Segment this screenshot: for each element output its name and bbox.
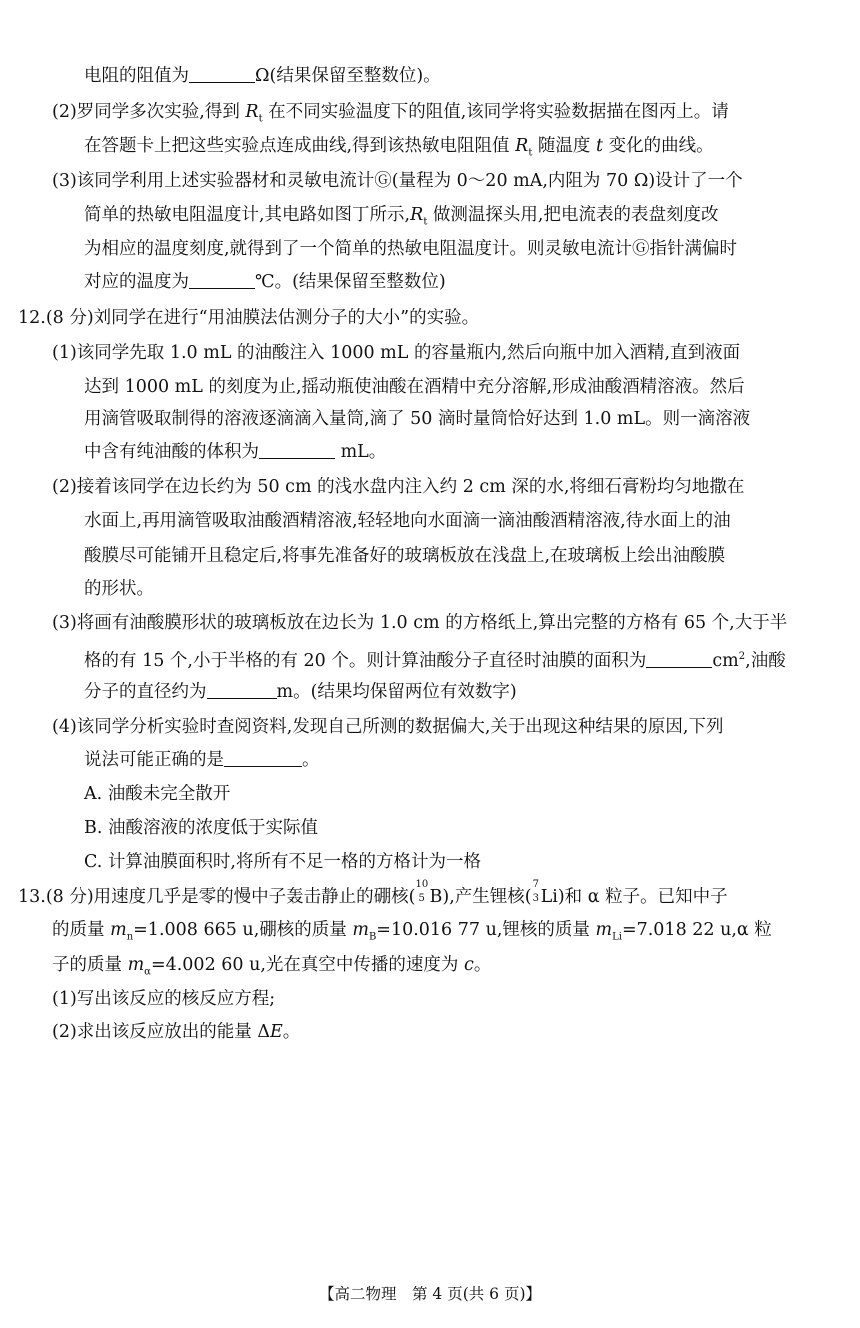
boron-nuclide-indices (415, 879, 430, 905)
text: C. 计算油膜面积时,将所有不足一格的方格计为一格 (84, 852, 481, 872)
symbol-m: m (127, 955, 145, 975)
q12-part3-line1 (52, 608, 787, 638)
text: (1)该同学先取 1.0 mL 的油酸注入 1000 mL 的容量瓶内,然后向瓶中加入酒精,直到液面 (52, 343, 741, 363)
q12-option-a (84, 779, 230, 809)
q12-heading (18, 303, 479, 333)
q11-part3-line1 (52, 166, 743, 196)
symbol-r: R (410, 205, 424, 225)
q11-part3-line4 (84, 267, 446, 297)
text: 分子的直径约为 (84, 682, 207, 702)
symbol-m: m (110, 920, 127, 940)
text: 12.(8 分)刘同学在进行“用油膜法估测分子的大小”的实验。 (18, 308, 480, 328)
q13-part1 (52, 984, 275, 1014)
q11-continuation-line (84, 61, 441, 91)
subscript: Li (612, 931, 622, 943)
text: m。(结果均保留两位有效数字) (276, 682, 517, 702)
answer-blank[interactable] (207, 678, 277, 699)
text: (2)接着该同学在边长约为 50 cm 的浅水盘内注入约 2 cm 深的水,将细石膏粉均匀地撒在 (52, 477, 745, 497)
text: 。 (473, 955, 492, 975)
text: ),产生锂核( (442, 887, 532, 907)
text: 为相应的温度刻度,就得到了一个简单的热敏电阻温度计。则灵敏电流计Ⓖ指针满偏时 (84, 239, 738, 259)
text: (4)该同学分析实验时查阅资料,发现自己所测的数据偏大,关于出现这种结果的原因,下列 (52, 717, 724, 737)
atomic-number: 3 (532, 893, 539, 904)
text: 在不同实验温度下的阻值,该同学将实验数据描在图丙上。请 (262, 102, 729, 122)
text: (3)该同学利用上述实验器材和灵敏电流计Ⓖ(量程为 0～20 mA,内阻为 70 Ω)设计了一个 (52, 171, 743, 191)
subscript: B (368, 931, 377, 943)
q12-part2-line3 (84, 541, 725, 571)
answer-blank[interactable] (189, 268, 255, 289)
atomic-number: 5 (418, 893, 425, 904)
text: (2)罗同学多次实验,得到 (52, 102, 246, 122)
text: =1.008 665 u,硼核的质量 (133, 920, 353, 940)
text: =10.016 77 u,锂核的质量 (376, 920, 596, 940)
text: 水面上,再用滴管吸取油酸酒精溶液,轻轻地向水面滴一滴油酸酒精溶液,待水面上的油 (84, 511, 731, 531)
text: Ω(结果保留至整数位)。 (255, 66, 441, 86)
q13-part2 (52, 1017, 300, 1047)
text: 中含有纯油酸的体积为 (84, 442, 259, 462)
text: cm (712, 650, 739, 671)
text: 电阻的阻值为 (84, 66, 189, 86)
element-symbol: B (429, 887, 443, 907)
q12-option-b (84, 813, 318, 843)
text: 。 (302, 750, 320, 770)
subscript-t: t (423, 216, 428, 228)
text: 简单的热敏电阻温度计,其电路如图丁所示, (84, 205, 411, 225)
q12-part1-line4 (84, 437, 386, 467)
text: 的质量 (52, 920, 111, 940)
text: 13.(8 分)用速度几乎是零的慢中子轰击静止的硼核( (18, 887, 416, 907)
answer-blank[interactable] (646, 647, 712, 668)
subscript-t: t (528, 147, 533, 159)
text: (1)写出该反应的核反应方程; (52, 989, 276, 1009)
element-symbol: Li (540, 887, 558, 907)
q12-part1-line2 (84, 372, 745, 402)
text: A. 油酸未完全散开 (84, 784, 231, 804)
text: 子的质量 (52, 955, 128, 975)
q13-line1 (18, 879, 728, 912)
text: 用滴管吸取制得的溶液逐滴滴入量筒,滴了 50 滴时量筒恰好达到 1.0 mL。则一滴溶液 (84, 409, 751, 429)
subscript: α (144, 966, 151, 978)
text: ,油酸 (745, 650, 786, 671)
symbol-c: c (464, 955, 474, 975)
answer-blank[interactable] (224, 746, 302, 767)
text: (3)将画有油酸膜形状的玻璃板放在边长为 1.0 cm 的方格纸上,算出完整的方格有 65 个,大于半 (52, 613, 788, 633)
text: 在答题卡上把这些实验点连成曲线,得到该热敏电阻阻值 (84, 136, 516, 156)
symbol-r: R (515, 136, 529, 156)
q11-part3-line3 (84, 234, 737, 264)
subscript: n (126, 931, 134, 943)
symbol-m: m (595, 920, 613, 940)
text: 的形状。 (84, 579, 154, 599)
mass-number: 7 (532, 879, 539, 890)
q12-part2-line2 (84, 506, 731, 536)
text: )和 α 粒子。已知中子 (557, 887, 728, 907)
text: 。 (282, 1022, 301, 1042)
q13-line2 (52, 915, 772, 945)
q11-part2-line2 (84, 131, 714, 161)
q12-option-c (84, 847, 481, 877)
symbol-e: E (270, 1022, 283, 1042)
q11-part2-line1 (52, 97, 729, 127)
symbol-t: t (595, 136, 604, 156)
text: (2)求出该反应放出的能量 Δ (52, 1022, 270, 1042)
text: 对应的温度为 (84, 272, 189, 292)
text: 酸膜尽可能铺开且稳定后,将事先准备好的玻璃板放在浅盘上,在玻璃板上绘出油酸膜 (84, 546, 726, 566)
text: =4.002 60 u,光在真空中传播的速度为 (150, 955, 464, 975)
subscript-t: t (258, 113, 263, 125)
text: =7.018 22 u,α 粒 (621, 920, 772, 940)
lithium-nuclide-indices (532, 879, 541, 905)
text: mL。 (335, 442, 387, 462)
q12-part4-line2 (84, 745, 320, 775)
q11-part3-line2 (84, 200, 718, 230)
text: 格的有 15 个,小于半格的有 20 个。则计算油酸分子直径时油膜的面积为 (84, 650, 647, 671)
symbol-m: m (352, 920, 369, 940)
q12-part1-line1 (52, 338, 740, 368)
q12-part2-line1 (52, 472, 744, 502)
q12-part3-line3 (84, 677, 517, 707)
q12-part4-line1 (52, 712, 723, 742)
answer-blank[interactable] (189, 62, 255, 83)
text: B. 油酸溶液的浓度低于实际值 (84, 818, 318, 838)
superscript-2: 2 (738, 651, 746, 662)
q13-line3 (52, 950, 491, 980)
symbol-r: R (245, 102, 259, 122)
q12-part3-line2 (84, 642, 786, 672)
text: 做测温探头用,把电流表的表盘刻度改 (427, 205, 719, 225)
page-footer: 【高二物理 第 4 页(共 6 页)】 (318, 1285, 542, 1303)
text: 随温度 (532, 136, 596, 156)
text: ℃。(结果保留至整数位) (255, 272, 446, 292)
mass-number: 10 (415, 879, 429, 890)
q12-part1-line3 (84, 404, 750, 434)
text: 变化的曲线。 (603, 136, 714, 156)
text: 达到 1000 mL 的刻度为止,摇动瓶使油酸在酒精中充分溶解,形成油酸酒精溶液。然后 (84, 377, 745, 397)
q12-part2-line4 (84, 574, 154, 604)
text: 说法可能正确的是 (84, 750, 224, 770)
answer-blank[interactable] (259, 438, 335, 459)
